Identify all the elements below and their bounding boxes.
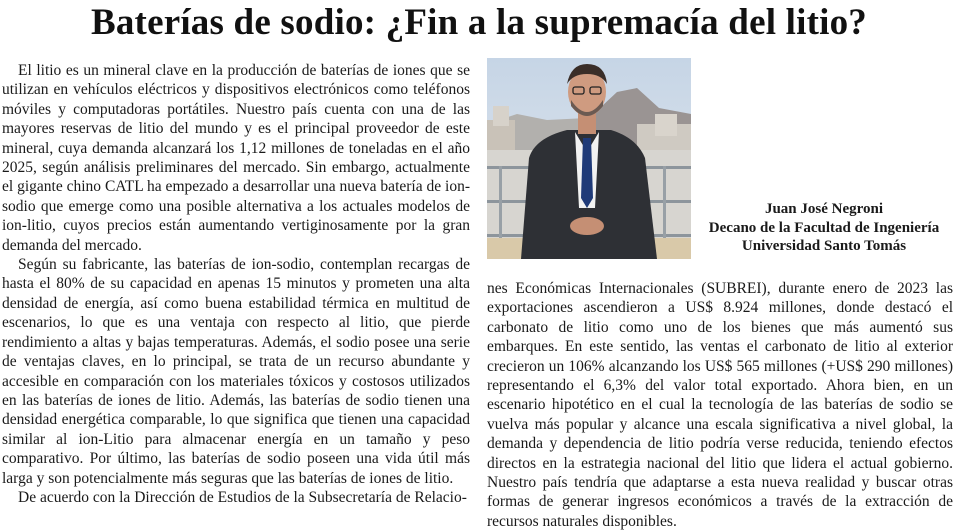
article-paragraph: De acuerdo con la Dirección de Estudios de la Subsecretaría de Relacio- [18,488,467,506]
author-position: Decano de la Facultad de Ingeniería [708,219,940,236]
author-institution: Universidad Santo Tomás [741,238,907,254]
author-caption [695,200,953,256]
article-paragraph: Según su fabricante, las baterías de ion-sodio, contemplan recargas de hasta el 80% de su capacidad en apenas 15 minutos y prometen una alta densidad de energía, así como buena estabilidad térmica en multitud de escenarios, lo que es una ventaja con respecto al litio, que pierde rendimiento a altas y bajas temperaturas. Además, el sodio posee una serie de ventajas claves, en lo principal, se trata de un recurso abundante y accesible en comparación con los materiales tóxicos y costosos utilizados en las baterías de iones de litio. Además, las baterías de sodio tienen una densidad energética comparable, lo que significa que tienen una capacidad similar al ion-Litio para almacenar energía en un tamaño y peso comparativo. Por último, las baterías de sodio poseen una vida útil más larga y son potencialmente más seguras que las baterías de iones de litio. [2,256,470,487]
article-paragraph: El litio es un mineral clave en la producción de baterías de iones que se utilizan en vehículos eléctricos y dispositivos electrónicos como teléfonos móviles y computadoras portátiles. Nuestro país cuenta con una de las mayores reservas de litio del mundo y es el principal proveedor de este mineral, cuya demanda alcanzará los 1,12 millones de toneladas en el año 2025, según análisis preliminares del mercado. Sin embargo, actualmente el gigante chino CATL ha empezado a desarrollar una nueva batería de ion-sodio que emerge como una posible alternativa a los actuales modelos de ion-litio, cuyos precios están aumentando vertiginosamente por la gran demanda del mercado. [2,62,470,254]
author-name: Juan José Negroni [764,201,884,217]
author-photo [487,58,691,259]
article-column-right [487,279,953,531]
article-column-left [2,61,470,507]
article-headline: Baterías de sodio: ¿Fin a la supremacía del litio? [90,2,868,43]
article-paragraph: nes Económicas Internacionales (SUBREI), durante enero de 2023 las exportaciones ascendieron a US$ 8.924 millones, donde destacó el carbonato de litio como uno de los bienes que más aumentó sus embarques. En este sentido, las ventas el carbonato de litio al exterior crecieron un 106% alcanzando los US$ 565 millones (+US$ 290 millones) representando el 6,3% del valor total exportado. Ahora bien, en un escenario hipotético en el cual la tecnología de las baterías de sodio se vuelva más popular y alcance una escala significativa a nivel global, la demanda y dependencia de litio podría verse reducida, teniendo efectos directos en la estrategia nacional del litio que lidera el actual gobierno. Nuestro país tendría que adaptarse a esta nueva realidad y buscar otras formas de generar ingresos económicos a través de la extracción de recursos naturales disponibles. [487,280,953,530]
